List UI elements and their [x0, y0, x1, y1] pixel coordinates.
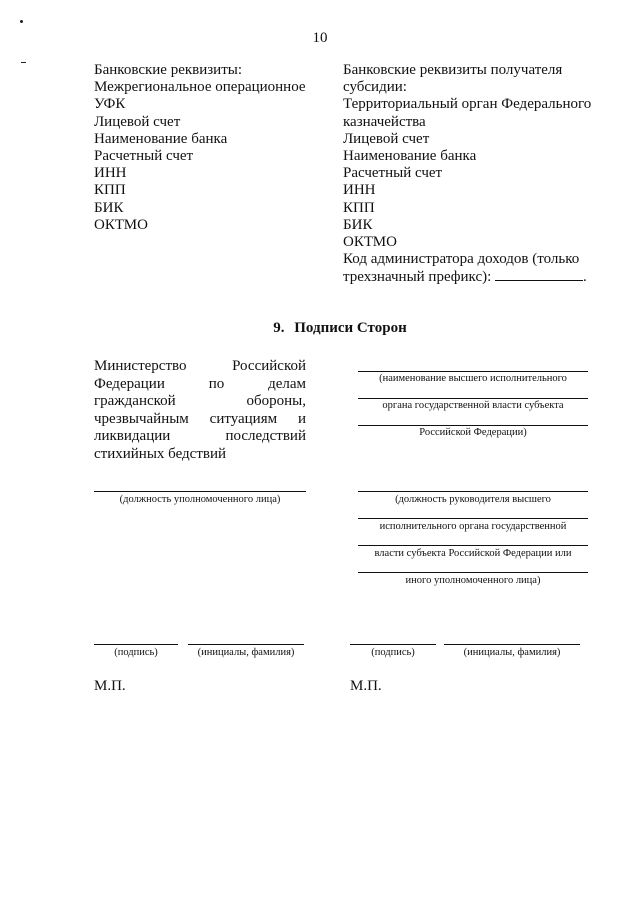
position-caption: исполнительного органа государственной	[379, 521, 567, 532]
org-name-line	[358, 398, 588, 399]
section-number: 9.	[273, 320, 285, 336]
left-bank-line: КПП	[94, 182, 126, 199]
scan-dash	[21, 62, 26, 63]
party-name-line: ликвидации последствий	[94, 428, 306, 444]
signature-line	[94, 644, 178, 645]
position-caption: (должность руководителя высшего	[395, 494, 551, 505]
party-name-line: чрезвычайным ситуациям и	[94, 410, 306, 427]
position-caption: власти субъекта Российской Федерации или	[374, 548, 572, 559]
left-bank-line: ИНН	[94, 165, 127, 182]
right-bank-line: КПП	[343, 199, 375, 216]
position-line	[94, 491, 306, 492]
party-name-line: гражданской обороны,	[94, 393, 306, 409]
signature-caption: (подпись)	[371, 647, 415, 658]
position-line	[358, 572, 588, 573]
right-bank-line: Расчетный счет	[343, 165, 443, 182]
party-name-line: Федерации по делам	[94, 375, 306, 392]
position-line	[358, 545, 588, 546]
left-party-name	[94, 358, 306, 463]
right-bank-line: БИК	[343, 216, 373, 233]
org-name-line	[358, 425, 588, 426]
position-caption: иного уполномоченного лица)	[405, 575, 541, 586]
prefix-label: трехзначный префикс):	[343, 269, 492, 286]
left-bank-line: Лицевой счет	[94, 113, 181, 130]
right-bank-line: Лицевой счет	[343, 130, 430, 147]
signature-line	[350, 644, 436, 645]
left-bank-line: Межрегиональное операционное	[94, 79, 306, 96]
page-number: 10	[312, 30, 328, 46]
right-bank-line: Территориальный орган Федерального	[343, 96, 592, 113]
position-line	[358, 518, 588, 519]
left-bank-line: УФК	[94, 96, 126, 113]
right-bank-line: ИНН	[343, 182, 376, 199]
position-line	[358, 491, 588, 492]
name-line	[444, 644, 580, 645]
name-line	[188, 644, 304, 645]
left-bank-line: ОКТМО	[94, 216, 148, 233]
left-bank-line: БИК	[94, 199, 124, 216]
party-name-line: Министерство Российской	[94, 358, 306, 374]
right-bank-line: Банковские реквизиты получателя	[343, 62, 563, 78]
signature-caption: (подпись)	[114, 647, 158, 658]
scan-dot	[20, 20, 23, 23]
name-caption: (инициалы, фамилия)	[463, 647, 561, 658]
section-heading	[0, 320, 640, 337]
right-bank-details	[343, 62, 591, 287]
right-bank-line: казначейства	[343, 113, 426, 130]
stamp-place: М.П.	[94, 678, 126, 694]
position-caption: (должность уполномоченного лица)	[119, 494, 281, 505]
left-bank-line: Расчетный счет	[94, 148, 194, 165]
right-bank-line: Наименование банка	[343, 148, 477, 165]
prefix-blank	[495, 268, 583, 281]
name-caption: (инициалы, фамилия)	[197, 647, 295, 658]
left-bank-line: Банковские реквизиты:	[94, 62, 243, 78]
section-title: Подписи Сторон	[294, 320, 407, 336]
left-bank-line: Наименование банка	[94, 130, 228, 147]
org-name-line	[358, 371, 588, 372]
left-bank-details	[94, 62, 306, 234]
org-caption: (наименование высшего исполнительного	[379, 373, 567, 384]
right-bank-line: ОКТМО	[343, 234, 397, 251]
prefix-line	[343, 268, 591, 286]
prefix-period: .	[583, 269, 587, 286]
party-name-line: стихийных бедствий	[94, 445, 227, 462]
org-caption: органа государственной власти субъекта	[382, 400, 564, 411]
org-caption: Российской Федерации)	[419, 427, 527, 438]
right-bank-line: Код администратора доходов (только	[343, 251, 580, 268]
right-bank-line: субсидии:	[343, 79, 407, 96]
stamp-place: М.П.	[350, 678, 382, 694]
